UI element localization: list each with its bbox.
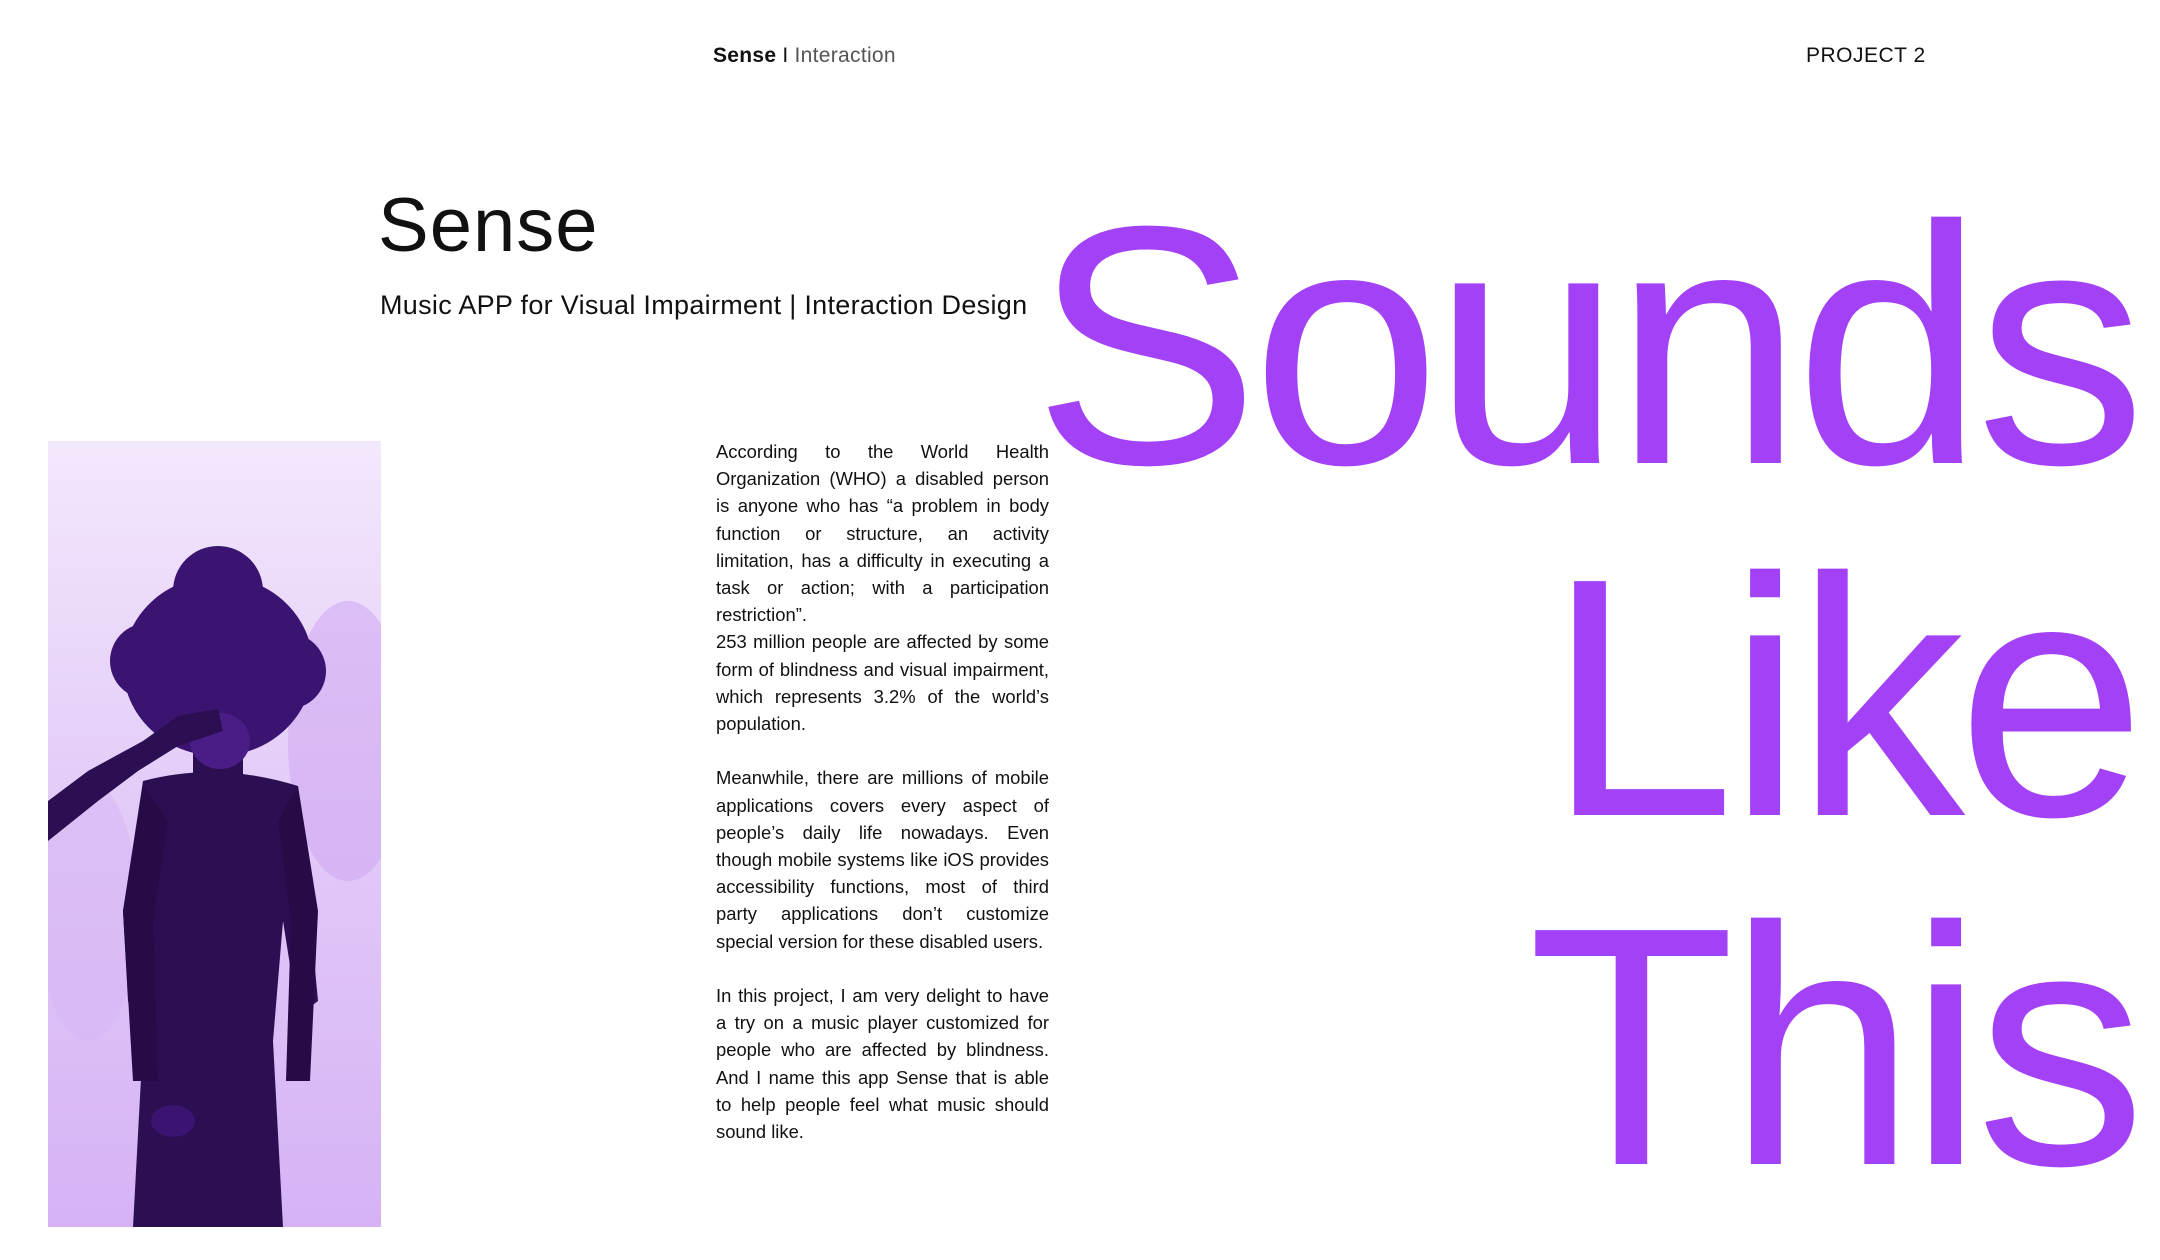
page-subtitle: Music APP for Visual Impairment | Interaction Design [380,290,1028,320]
body-paragraph-4: In this project, I am very delight to have a try on a music player customized for people who are affected by blindness. And I name this app Sense that is able to help people feel what music should sound like. [716,985,1049,1143]
header-section: Interaction [794,44,896,67]
header-breadcrumb [713,44,896,68]
headline-line-3: This [1527,857,2138,1237]
body-paragraph-3: Meanwhile, there are millions of mobile applications covers every aspect of people’s daily life nowadays. Even though mobile systems like iOS provides accessibility functions, most of third party applications don’t customize special version for these disabled users. [716,767,1049,952]
header-separator: I [782,44,789,67]
woman-covering-eyes-illustration [48,441,381,1227]
body-paragraph-2: 253 million people are affected by some form of blindness and visual impairment, which represents 3.2% of the world’s population. [716,631,1049,735]
hero-photo [48,441,381,1227]
headline-line-1: Sounds [1032,156,2138,536]
body-paragraph-1: According to the World Health Organization (WHO) a disabled person is anyone who has “a problem in body function or structure, an activity limitation, has a difficulty in executing a task or action; with a participation restriction”. [716,441,1049,626]
body-text [716,438,1049,1145]
page-title: Sense [378,183,599,268]
headline-line-2: Like [1546,508,2138,888]
header-brand: Sense [713,44,777,67]
project-label: PROJECT 2 [1806,44,1926,67]
